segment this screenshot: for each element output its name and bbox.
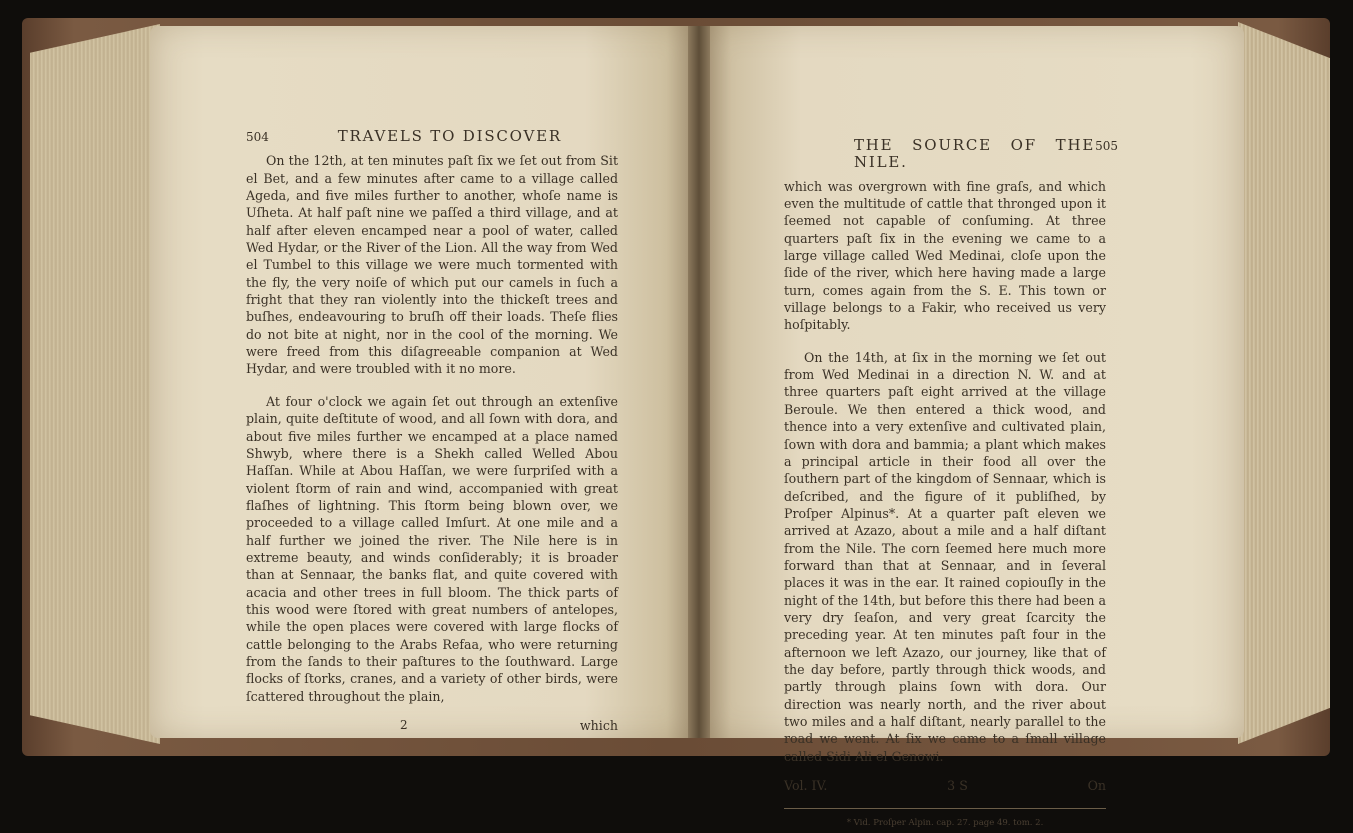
book-gutter — [688, 26, 710, 738]
right-running-head: THE SOURCE OF THE NILE. — [854, 136, 1096, 172]
page-edges-left — [30, 24, 160, 744]
right-page-header — [854, 137, 1118, 172]
right-page-text — [784, 136, 1118, 833]
left-running-head: TRAVELS TO DISCOVER — [337, 127, 562, 145]
right-paragraph-1: which was overgrown with fine graſs, and which even the multitude of cattle that thronged upon it ſeemed not capable of conſuming. At three quarters paſt ſix in the evening we came to a large village called Wed Medinai, cloſe upon the ſide of the river, which here having made a large turn, comes again from the S. E. This town or village belongs to a Fakir, who received us very hoſpitably. — [784, 178, 1106, 333]
left-signature-mark: 2 — [400, 718, 408, 732]
left-paragraph-1: On the 12th, at ten minutes paſt ſix we ſet out from Sit el Bet, and a few minutes after came to a village called Ageda, and five miles further to another, whoſe name is Uſheta. At half paſt nine we paſſed a third village, and at half after eleven encamped near a pool of water, called Wed Hydar, or the River of the Lion. All the way from Wed el Tumbel to this village we were much tormented with the fly, the very noiſe of which put our camels in ſuch a fright that they ran violently into the thickeſt trees and buſhes, endeavouring to bruſh off their loads. Theſe flies do not bite at night, nor in the cool of the morning. We were freed from this diſagreeable companion at Wed Hydar, and were troubled with it no more. — [246, 153, 618, 377]
right-paragraph-2: On the 14th, at ſix in the morning we ſet out from Wed Medinai in a direction N. W. and at three quarters paſt eight arrived at the village Beroule. We then entered a thick wood, and thence into a very extenſive and cultivated plain, ſown with dora and bammia; a plant which makes a principal article in their food all over the ſouthern part of the kingdom of Sennaar, which is deſcribed, and the figure of it publiſhed, by Proſper Alpinus*. At a quarter paſt eleven we arrived at Azazo, about a mile and a half diſtant from the Nile. The corn ſeemed here much more forward than that at Sennaar, and in ſeveral places it was in the ear. It rained copiouſly in the night of the 14th, but before this there had been a very dry ſeaſon, and very great ſcarcity the preceding year. At ten minutes paſt four in the afternoon we left Azazo, our journey, like that of the day before, partly through thick woods, and partly through plains ſown with dora. Our direction was nearly north, and the river about two miles and a half diſtant, nearly parallel to the road we went. At ſix we came to a ſmall village called Sidi Ali el Genowi. — [784, 349, 1106, 764]
left-page-header — [246, 128, 618, 146]
left-page-text — [246, 128, 618, 734]
page-edges-right — [1238, 22, 1330, 744]
right-signature-mark: 3 S — [947, 778, 968, 794]
footnote-rule — [784, 808, 1106, 809]
right-catchword: On — [1087, 778, 1106, 794]
left-page-footer — [246, 717, 618, 734]
left-page-number: 504 — [246, 130, 269, 144]
left-paragraph-2: At four o'clock we again ſet out through an extenſive plain, quite deſtitute of wood, and all ſown with dora, and about five miles further we encamped at a place named Shwyb, where there is a Shekh called Welled Abou Haſſan. While at Abou Haſſan, we were ſurpriſed with a violent ſtorm of rain and wind, accompanied with great flaſhes of lightning. This ſtorm being blown over, we proceeded to a village called Imſurt. At one mile and a half further we joined the river. The Nile here is in extreme beauty, and winds conſiderably; it is broader than at Sennaar, the banks flat, and quite covered with acacia and other trees in full bloom. The thick parts of this wood were ſtored with great numbers of antelopes, while the open places were covered with large flocks of cattle belonging to the Arabs Refaa, who were returning from the ſands to their paſtures to the ſouthward. Large flocks of ſtorks, cranes, and a variety of other birds, were ſcattered throughout the plain, — [246, 393, 618, 704]
right-page-number: 505 — [1095, 139, 1118, 153]
volume-label: Vol. IV. — [784, 778, 828, 794]
right-page-footer — [784, 777, 1106, 794]
footnote: * Vid. Proſper Alpin. cap. 27. page 49. tom. 2. — [846, 818, 1044, 829]
left-catchword: which — [579, 718, 618, 733]
